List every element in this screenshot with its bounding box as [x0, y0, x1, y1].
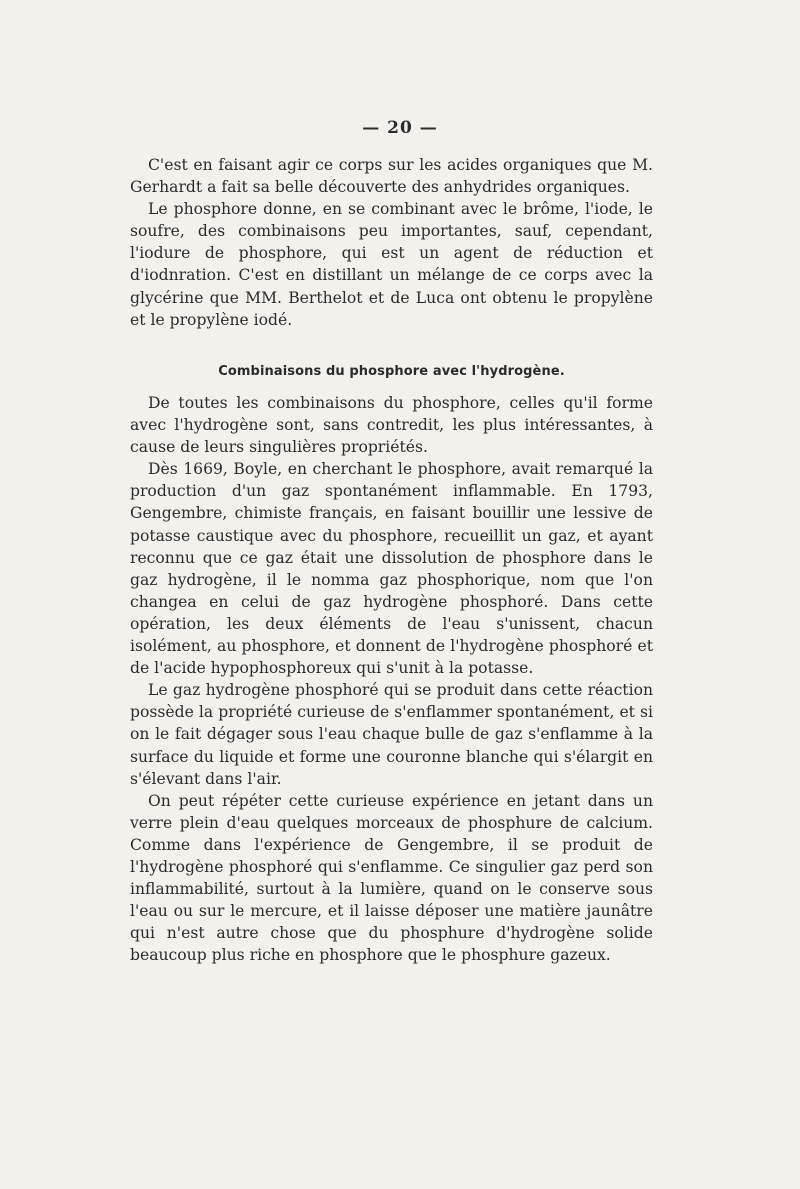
paragraph: De toutes les combinaisons du phosphore, celles qu'il forme avec l'hydrogène sont, sans contredit, les plus intéressantes, à cause de leurs singulières propriétés.: [130, 394, 653, 457]
paragraph: C'est en faisant agir ce corps sur les acides organiques que M. Gerhardt a fait sa belle découverte des anhydrides organiques.: [130, 156, 653, 197]
intro-text-block: [130, 154, 653, 331]
page-number: — 20 —: [362, 118, 438, 138]
section-heading: Combinaisons du phosphore avec l'hydrogène.: [218, 364, 565, 379]
paragraph: On peut répéter cette curieuse expérience en jetant dans un verre plein d'eau quelques morceaux de phosphure de calcium. Comme dans l'expérience de Gengembre, il se produit de l'hydrogène phosphoré qui s'enflamme. Ce singulier gaz perd son inflammabilité, surtout à la lumière, quand on le conserve sous l'eau ou sur le mercure, et il laisse déposer une matière jaunâtre qui n'est autre chose que du phosphure d'hydrogène solide beaucoup plus riche en phosphore que le phosphure gazeux.: [130, 791, 653, 965]
paragraph: Le phosphore donne, en se combinant avec le brôme, l'iode, le soufre, des combinaisons peu importantes, sauf, cependant, l'iodure de phosphore, qui est un agent de réduction et d'iodnration. C'est en distillant un mélange de ce corps avec la glycérine que MM. Berthelot et de Luca ont obtenu le propylène et le propylène iodé.: [130, 200, 653, 329]
section-text-block: [130, 392, 653, 966]
paragraph: Dès 1669, Boyle, en cherchant le phosphore, avait remarqué la production d'un gaz spontanément inflammable. En 1793, Gengembre, chimiste français, en faisant bouillir une lessive de potasse caustique avec du phosphore, recueillit un gaz, et ayant reconnu que ce gaz était une dissolution de phosphore dans le gaz hydrogène, il le nomma gaz phosphorique, nom que l'on changea en celui de gaz hydrogène phosphoré. Dans cette opération, les deux éléments de l'eau s'unissent, chacun isolément, au phosphore, et donnent de l'hydrogène phosphoré et de l'acide hypophosphoreux qui s'unit à la potasse.: [130, 460, 653, 678]
paragraph: Le gaz hydrogène phosphoré qui se produit dans cette réaction possède la propriété curieuse de s'enflammer spontanément, et si on le fait dégager sous l'eau chaque bulle de gaz s'enflamme à la surface du liquide et forme une couronne blanche qui s'élargit en s'élevant dans l'air.: [130, 681, 653, 788]
